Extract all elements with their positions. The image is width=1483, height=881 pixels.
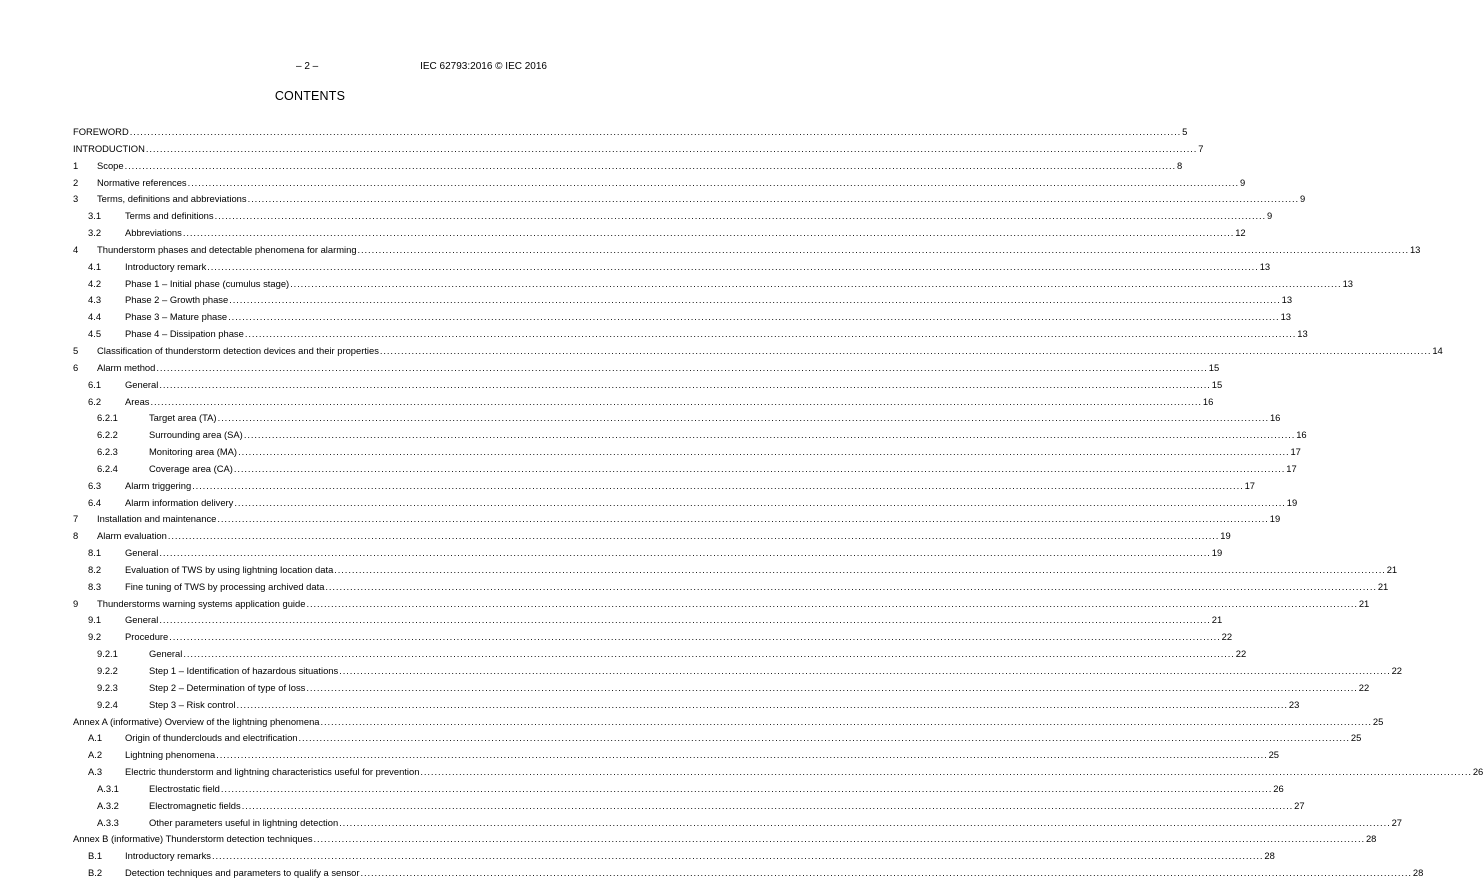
toc-entry-number: 6.2 bbox=[88, 395, 102, 407]
toc-entry-number: 7 bbox=[73, 513, 79, 525]
toc-entry-line bbox=[73, 141, 1204, 157]
toc-leader-dots: ............................................................................................................................................................................................................................................................................................................ bbox=[306, 597, 1358, 609]
toc-entry-number: 9.2.3 bbox=[97, 681, 118, 693]
toc-entry-number: 3 bbox=[73, 193, 79, 205]
toc-leader-dots: ............................................................................................................................................................................................................................................................................................................ bbox=[334, 563, 1386, 575]
toc-entry-number: A.2 bbox=[88, 749, 103, 761]
toc-entry-title: FOREWORD bbox=[73, 124, 130, 140]
toc-entry-line bbox=[97, 528, 1231, 544]
toc-entry-title: Thunderstorms warning systems application guide bbox=[97, 596, 306, 612]
toc-leader-dots: ............................................................................................................................................................................................................................................................................................................ bbox=[228, 311, 1280, 323]
toc-entry-page: 17 bbox=[1244, 478, 1255, 494]
toc-entry-title: Lightning phenomena bbox=[125, 747, 216, 763]
toc-entry-number: 9.2.2 bbox=[97, 665, 118, 676]
toc-entry-line bbox=[125, 562, 1398, 578]
toc-entry-title: Alarm method bbox=[97, 360, 156, 376]
toc-entry-page: 13 bbox=[1280, 309, 1291, 325]
toc-leader-dots: ............................................................................................................................................................................................................................................................................................................ bbox=[183, 648, 1235, 660]
toc-entry-page: 15 bbox=[1208, 360, 1219, 376]
toc-entry-line bbox=[73, 124, 1188, 140]
toc-entry-line bbox=[125, 259, 1271, 275]
toc-entry-line bbox=[125, 225, 1246, 241]
toc-leader-dots: ............................................................................................................................................................................................................................................................................................................ bbox=[187, 176, 1240, 188]
toc-entry[interactable] bbox=[73, 848, 1275, 864]
toc-entry-page: 7 bbox=[1197, 141, 1203, 157]
toc-entry-title: Monitoring area (MA) bbox=[149, 444, 238, 460]
toc-leader-dots: ............................................................................................................................................................................................................................................................................................................ bbox=[214, 210, 1266, 222]
toc-entry-title: Terms, definitions and abbreviations bbox=[97, 191, 248, 207]
standard-reference: IEC 62793:2016 © IEC 2016 bbox=[420, 61, 547, 72]
toc-leader-dots: ............................................................................................................................................................................................................................................................................................................ bbox=[159, 378, 1211, 390]
toc-entry[interactable] bbox=[73, 141, 1204, 157]
toc-entry-number: 4.5 bbox=[88, 328, 102, 340]
toc-entry-line bbox=[149, 781, 1284, 797]
toc-entry-title: Annex A (informative) Overview of the lightning phenomena bbox=[73, 714, 321, 730]
toc-entry[interactable] bbox=[73, 343, 1443, 359]
toc-entry-number: 3.2 bbox=[88, 227, 102, 239]
toc-leader-dots: ............................................................................................................................................................................................................................................................................................................ bbox=[129, 126, 1182, 137]
toc-leader-dots: ............................................................................................................................................................................................................................................................................................................ bbox=[298, 732, 1350, 744]
toc-entry-line bbox=[125, 309, 1291, 325]
toc-entry-line bbox=[125, 377, 1223, 393]
toc-entry-line bbox=[125, 579, 1389, 595]
toc-entry-line bbox=[149, 444, 1301, 460]
toc-leader-dots: ............................................................................................................................................................................................................................................................................................................ bbox=[306, 681, 1358, 693]
toc-leader-dots: ............................................................................................................................................................................................................................................................................................................ bbox=[325, 580, 1377, 592]
toc-entry[interactable] bbox=[73, 680, 1370, 696]
toc-entry[interactable] bbox=[73, 360, 1220, 376]
toc-entry-page: 5 bbox=[1181, 124, 1187, 140]
toc-entry-line bbox=[125, 848, 1275, 864]
toc-entry[interactable] bbox=[73, 545, 1223, 561]
toc-entry-line bbox=[149, 410, 1281, 426]
toc-leader-dots: ............................................................................................................................................................................................................................................................................................................ bbox=[339, 816, 1391, 828]
toc-entry-number: 9.2 bbox=[88, 631, 102, 643]
toc-leader-dots: ............................................................................................................................................................................................................................................................................................................ bbox=[167, 530, 1220, 542]
toc-entry-title: General bbox=[125, 377, 159, 393]
toc-entry-page: 14 bbox=[1431, 343, 1442, 359]
toc-entry-title: Areas bbox=[125, 394, 151, 410]
toc-leader-dots: ............................................................................................................................................................................................................................................................................................................ bbox=[192, 479, 1244, 491]
toc-entry-page: 22 bbox=[1358, 680, 1369, 696]
toc-entry-title: Procedure bbox=[125, 629, 169, 645]
toc-entry[interactable] bbox=[73, 191, 1306, 207]
toc-entry-number: A.3.1 bbox=[97, 782, 119, 794]
toc-leader-dots: ............................................................................................................................................................................................................................................................................................................ bbox=[217, 412, 1269, 424]
toc-entry[interactable] bbox=[73, 478, 1256, 494]
toc-entry-page: 25 bbox=[1350, 730, 1361, 746]
toc-entry-number: A.1 bbox=[88, 732, 103, 744]
toc-entry[interactable] bbox=[73, 781, 1284, 797]
toc-entry-title: Detection techniques and parameters to qualify a sensor bbox=[125, 865, 361, 881]
toc-entry-line bbox=[125, 764, 1483, 780]
toc-entry-line bbox=[125, 730, 1362, 746]
toc-entry[interactable] bbox=[73, 158, 1183, 174]
toc-entry-title: INTRODUCTION bbox=[73, 141, 146, 157]
toc-entry-line bbox=[125, 478, 1256, 494]
toc-leader-dots: ............................................................................................................................................................................................................................................................................................................ bbox=[145, 142, 1198, 154]
toc-entry-number: 5 bbox=[73, 344, 79, 356]
toc-entry-title: Alarm evaluation bbox=[97, 528, 168, 544]
toc-entry[interactable] bbox=[73, 175, 1246, 191]
toc-leader-dots: ............................................................................................................................................................................................................................................................................................................ bbox=[379, 344, 1432, 356]
toc-entry-title: Scope bbox=[97, 158, 125, 174]
toc-entry-title: Step 1 – Identification of hazardous situations bbox=[149, 663, 339, 679]
toc-entry-number: 1 bbox=[73, 159, 79, 171]
toc-leader-dots: ............................................................................................................................................................................................................................................................................................................ bbox=[159, 547, 1211, 559]
toc-entry-line bbox=[125, 208, 1273, 224]
toc-entry-title: Installation and maintenance bbox=[97, 511, 217, 527]
toc-entry[interactable] bbox=[73, 815, 1403, 831]
toc-leader-dots: ............................................................................................................................................................................................................................................................................................................ bbox=[244, 328, 1297, 340]
toc-entry-page: 17 bbox=[1289, 444, 1300, 460]
toc-entry-page: 28 bbox=[1412, 865, 1423, 881]
toc-entry[interactable] bbox=[73, 697, 1300, 713]
toc-entry-number: 2 bbox=[73, 176, 79, 188]
toc-entry-page: 26 bbox=[1272, 781, 1283, 797]
toc-entry-title: Normative references bbox=[97, 175, 188, 191]
toc-entry-line bbox=[149, 697, 1300, 713]
toc-entry-title: Surrounding area (SA) bbox=[149, 427, 244, 443]
toc-leader-dots: ............................................................................................................................................................................................................................................................................................................ bbox=[357, 243, 1409, 255]
toc-entry-line bbox=[125, 495, 1298, 511]
toc-entry-title: Alarm information delivery bbox=[125, 495, 234, 511]
toc-entry-page: 21 bbox=[1211, 612, 1222, 628]
toc-entry-line bbox=[73, 831, 1377, 847]
toc-entry[interactable] bbox=[73, 730, 1362, 746]
toc-entry-title: General bbox=[125, 612, 159, 628]
toc-entry-line bbox=[97, 242, 1421, 258]
toc-entry[interactable] bbox=[73, 427, 1307, 443]
toc-entry[interactable] bbox=[73, 410, 1281, 426]
toc-entry-number: 9 bbox=[73, 597, 79, 609]
toc-entry-title: Step 3 – Risk control bbox=[149, 697, 237, 713]
toc-entry-page: 28 bbox=[1365, 831, 1376, 847]
toc-entry-line bbox=[125, 292, 1293, 308]
toc-entry-page: 27 bbox=[1293, 798, 1304, 814]
toc-entry-page: 9 bbox=[1266, 208, 1272, 224]
toc-entry-title: Terms and definitions bbox=[125, 208, 215, 224]
toc-entry-number: 3.1 bbox=[88, 210, 102, 222]
toc-entry[interactable] bbox=[73, 124, 1188, 140]
toc-entry-page: 22 bbox=[1391, 663, 1402, 679]
toc-entry-number: 6.2.3 bbox=[97, 446, 118, 458]
toc-entry-title: Introductory remark bbox=[125, 259, 207, 275]
toc-entry-line bbox=[97, 511, 1281, 527]
toc-entry-page: 22 bbox=[1221, 629, 1232, 645]
toc-leader-dots: ............................................................................................................................................................................................................................................................................................................ bbox=[241, 799, 1294, 811]
toc-entry[interactable] bbox=[73, 528, 1231, 544]
toc-entry-title: Phase 1 – Initial phase (cumulus stage) bbox=[125, 276, 290, 292]
toc-entry-number: A.3 bbox=[88, 766, 103, 778]
toc-entry-title: General bbox=[125, 545, 159, 561]
toc-entry-title: Phase 4 – Dissipation phase bbox=[125, 326, 245, 342]
toc-entry-page: 16 bbox=[1269, 410, 1280, 426]
toc-entry-page: 19 bbox=[1286, 495, 1297, 511]
toc-leader-dots: ............................................................................................................................................................................................................................................................................................................ bbox=[420, 766, 1472, 778]
toc-entry-line bbox=[73, 714, 1384, 730]
toc-entry[interactable] bbox=[73, 764, 1483, 780]
toc-entry-number: 4 bbox=[73, 243, 79, 255]
toc-entry-line bbox=[125, 629, 1233, 645]
toc-entry-page: 17 bbox=[1285, 461, 1296, 477]
toc-entry-page: 27 bbox=[1391, 815, 1402, 831]
toc-entry[interactable] bbox=[73, 326, 1308, 342]
toc-entry-title: General bbox=[149, 646, 183, 662]
toc-entry[interactable] bbox=[73, 629, 1233, 645]
toc-entry-title: Alarm triggering bbox=[125, 478, 192, 494]
toc-entry-title: Phase 2 – Growth phase bbox=[125, 292, 229, 308]
toc-entry[interactable] bbox=[73, 444, 1301, 460]
toc-leader-dots: ............................................................................................................................................................................................................................................................................................................ bbox=[290, 277, 1342, 289]
contents-heading: CONTENTS bbox=[274, 89, 346, 103]
toc-entry-page: 9 bbox=[1239, 175, 1245, 191]
toc-entry-page: 13 bbox=[1259, 259, 1270, 275]
toc-entry-line bbox=[149, 680, 1370, 696]
toc-entry-title: Other parameters useful in lightning detection bbox=[149, 815, 339, 831]
toc-entry[interactable] bbox=[73, 646, 1247, 662]
toc-entry-line bbox=[149, 646, 1247, 662]
toc-entry-number: 6 bbox=[73, 361, 79, 373]
toc-entry[interactable] bbox=[73, 865, 1424, 881]
toc-entry[interactable] bbox=[73, 309, 1291, 325]
toc-leader-dots: ............................................................................................................................................................................................................................................................................................................ bbox=[236, 698, 1288, 710]
toc-leader-dots: ............................................................................................................................................................................................................................................................................................................ bbox=[217, 513, 1269, 525]
toc-leader-dots: ............................................................................................................................................................................................................................................................................................................ bbox=[339, 665, 1391, 676]
toc-entry[interactable] bbox=[73, 292, 1293, 308]
toc-entry[interactable] bbox=[73, 225, 1246, 241]
toc-entry-number: 8.1 bbox=[88, 547, 102, 559]
toc-entry-page: 13 bbox=[1342, 276, 1353, 292]
toc-entry-title: Step 2 – Determination of type of loss bbox=[149, 680, 306, 696]
toc-entry-page: 13 bbox=[1409, 242, 1420, 258]
toc-entry-page: 23 bbox=[1288, 697, 1299, 713]
toc-entry-page: 19 bbox=[1211, 545, 1222, 561]
toc-entry-page: 21 bbox=[1377, 579, 1388, 595]
toc-entry-line bbox=[149, 798, 1305, 814]
toc-leader-dots: ............................................................................................................................................................................................................................................................................................................ bbox=[156, 361, 1208, 373]
toc-entry-line bbox=[97, 175, 1246, 191]
toc-entry[interactable] bbox=[73, 798, 1305, 814]
toc-entry[interactable] bbox=[73, 663, 1403, 679]
toc-entry-title: Phase 3 – Mature phase bbox=[125, 309, 228, 325]
toc-entry-line bbox=[97, 360, 1220, 376]
toc-entry-line bbox=[149, 663, 1403, 679]
toc-entry-page: 13 bbox=[1296, 326, 1307, 342]
toc-entry-line bbox=[97, 191, 1306, 207]
toc-entry-number: 8.3 bbox=[88, 580, 102, 592]
toc-entry-line bbox=[149, 815, 1403, 831]
toc-leader-dots: ............................................................................................................................................................................................................................................................................................................ bbox=[207, 260, 1259, 272]
page-header bbox=[0, 61, 620, 75]
toc-leader-dots: ............................................................................................................................................................................................................................................................................................................ bbox=[233, 462, 1286, 474]
toc-entry[interactable] bbox=[73, 394, 1214, 410]
toc-entry-page: 16 bbox=[1202, 394, 1213, 410]
toc-entry[interactable] bbox=[73, 377, 1223, 393]
toc-leader-dots: ............................................................................................................................................................................................................................................................................................................ bbox=[313, 833, 1365, 845]
toc-entry-number: 8 bbox=[73, 530, 79, 542]
toc-entry-number: 4.3 bbox=[88, 294, 102, 306]
toc-entry[interactable] bbox=[73, 276, 1353, 292]
toc-entry-title: Abbreviations bbox=[125, 225, 183, 241]
toc-leader-dots: ............................................................................................................................................................................................................................................................................................................ bbox=[243, 429, 1296, 441]
toc-entry-line bbox=[125, 545, 1223, 561]
toc-entry[interactable] bbox=[73, 579, 1389, 595]
toc-entry[interactable] bbox=[73, 714, 1384, 730]
toc-entry[interactable] bbox=[73, 208, 1273, 224]
toc-entry-line bbox=[125, 276, 1353, 292]
toc-entry-number: 9.2.4 bbox=[97, 698, 118, 710]
toc-leader-dots: ............................................................................................................................................................................................................................................................................................................ bbox=[216, 749, 1268, 761]
toc-entry-page: 15 bbox=[1211, 377, 1222, 393]
toc-entry-number: 8.2 bbox=[88, 563, 102, 575]
toc-entry-number: 4.2 bbox=[88, 277, 102, 289]
toc-entry[interactable] bbox=[73, 596, 1370, 612]
toc-entry-page: 13 bbox=[1281, 292, 1292, 308]
table-of-contents bbox=[73, 124, 1483, 881]
toc-entry-title: Introductory remarks bbox=[125, 848, 212, 864]
toc-leader-dots: ............................................................................................................................................................................................................................................................................................................ bbox=[360, 867, 1412, 879]
toc-entry-line bbox=[125, 865, 1424, 881]
toc-leader-dots: ............................................................................................................................................................................................................................................................................................................ bbox=[150, 395, 1202, 407]
toc-entry[interactable] bbox=[73, 612, 1223, 628]
toc-entry[interactable] bbox=[73, 562, 1398, 578]
toc-entry-title: Electrostatic field bbox=[149, 781, 221, 797]
toc-leader-dots: ............................................................................................................................................................................................................................................................................................................ bbox=[159, 614, 1211, 626]
toc-entry-page: 25 bbox=[1268, 747, 1279, 763]
toc-entry-page: 26 bbox=[1472, 764, 1483, 780]
toc-entry-number: 9.1 bbox=[88, 614, 102, 626]
toc-leader-dots: ............................................................................................................................................................................................................................................................................................................ bbox=[229, 294, 1281, 306]
toc-entry-line bbox=[97, 158, 1183, 174]
toc-entry-line bbox=[125, 747, 1280, 763]
toc-entry[interactable] bbox=[73, 242, 1421, 258]
toc-leader-dots: ............................................................................................................................................................................................................................................................................................................ bbox=[169, 631, 1221, 643]
toc-leader-dots: ............................................................................................................................................................................................................................................................................................................ bbox=[124, 159, 1176, 171]
toc-entry-number: B.1 bbox=[88, 850, 103, 862]
toc-entry-page: 28 bbox=[1263, 848, 1274, 864]
toc-entry-page: 21 bbox=[1386, 562, 1397, 578]
toc-entry-title: Electromagnetic fields bbox=[149, 798, 242, 814]
toc-entry-page: 19 bbox=[1219, 528, 1230, 544]
toc-entry-line bbox=[149, 461, 1297, 477]
toc-leader-dots: ............................................................................................................................................................................................................................................................................................................ bbox=[247, 193, 1299, 205]
toc-entry-number: 6.1 bbox=[88, 378, 102, 390]
toc-entry-number: 6.2.2 bbox=[97, 429, 118, 441]
toc-entry-title: Target area (TA) bbox=[149, 410, 218, 426]
toc-entry-title: Thunderstorm phases and detectable phenomena for alarming bbox=[97, 242, 358, 258]
toc-entry-line bbox=[97, 596, 1370, 612]
toc-entry-number: 6.3 bbox=[88, 479, 102, 491]
toc-leader-dots: ............................................................................................................................................................................................................................................................................................................ bbox=[182, 227, 1235, 239]
toc-entry-title: Evaluation of TWS by using lightning location data bbox=[125, 562, 334, 578]
toc-entry-page: 21 bbox=[1358, 596, 1369, 612]
toc-entry[interactable] bbox=[73, 259, 1271, 275]
toc-entry-line bbox=[125, 394, 1214, 410]
page-number: – 2 – bbox=[296, 61, 319, 72]
toc-entry-number: 6.2.1 bbox=[97, 412, 118, 424]
toc-leader-dots: ............................................................................................................................................................................................................................................................................................................ bbox=[211, 850, 1264, 862]
toc-entry[interactable] bbox=[73, 461, 1297, 477]
toc-entry-number: 6.2.4 bbox=[97, 462, 118, 474]
toc-entry-line bbox=[125, 326, 1308, 342]
toc-leader-dots: ............................................................................................................................................................................................................................................................................................................ bbox=[320, 715, 1372, 727]
toc-entry-line bbox=[125, 612, 1223, 628]
toc-entry-page: 12 bbox=[1234, 225, 1245, 241]
toc-entry-page: 19 bbox=[1269, 511, 1280, 527]
toc-entry-page: 8 bbox=[1176, 158, 1182, 174]
toc-entry-number: B.2 bbox=[88, 867, 103, 879]
toc-entry-number: 4.1 bbox=[88, 260, 102, 272]
toc-entry-page: 25 bbox=[1372, 714, 1383, 730]
toc-entry-title: Electric thunderstorm and lightning characteristics useful for prevention bbox=[125, 764, 420, 780]
toc-leader-dots: ............................................................................................................................................................................................................................................................................................................ bbox=[220, 782, 1273, 794]
toc-entry-number: 4.4 bbox=[88, 311, 102, 323]
toc-entry-line bbox=[149, 427, 1307, 443]
toc-entry-number: 6.4 bbox=[88, 496, 102, 508]
toc-entry-title: Classification of thunderstorm detection devices and their properties bbox=[97, 343, 380, 359]
toc-entry-title: Coverage area (CA) bbox=[149, 461, 234, 477]
toc-entry-title: Annex B (informative) Thunderstorm detection techniques bbox=[73, 831, 314, 847]
toc-entry[interactable] bbox=[73, 495, 1298, 511]
toc-entry-page: 9 bbox=[1299, 191, 1305, 207]
toc-entry-number: 9.2.1 bbox=[97, 648, 118, 660]
toc-entry-title: Fine tuning of TWS by processing archived data bbox=[125, 579, 325, 595]
toc-entry-number: A.3.3 bbox=[97, 816, 119, 828]
toc-leader-dots: ............................................................................................................................................................................................................................................................................................................ bbox=[238, 446, 1290, 458]
toc-entry[interactable] bbox=[73, 831, 1377, 847]
toc-entry-page: 16 bbox=[1295, 427, 1306, 443]
toc-entry-number: A.3.2 bbox=[97, 799, 119, 811]
toc-entry[interactable] bbox=[73, 747, 1280, 763]
toc-entry[interactable] bbox=[73, 511, 1281, 527]
toc-entry-page: 22 bbox=[1235, 646, 1246, 662]
toc-leader-dots: ............................................................................................................................................................................................................................................................................................................ bbox=[234, 496, 1286, 508]
toc-entry-line bbox=[97, 343, 1443, 359]
toc-entry-title: Origin of thunderclouds and electrification bbox=[125, 730, 299, 746]
